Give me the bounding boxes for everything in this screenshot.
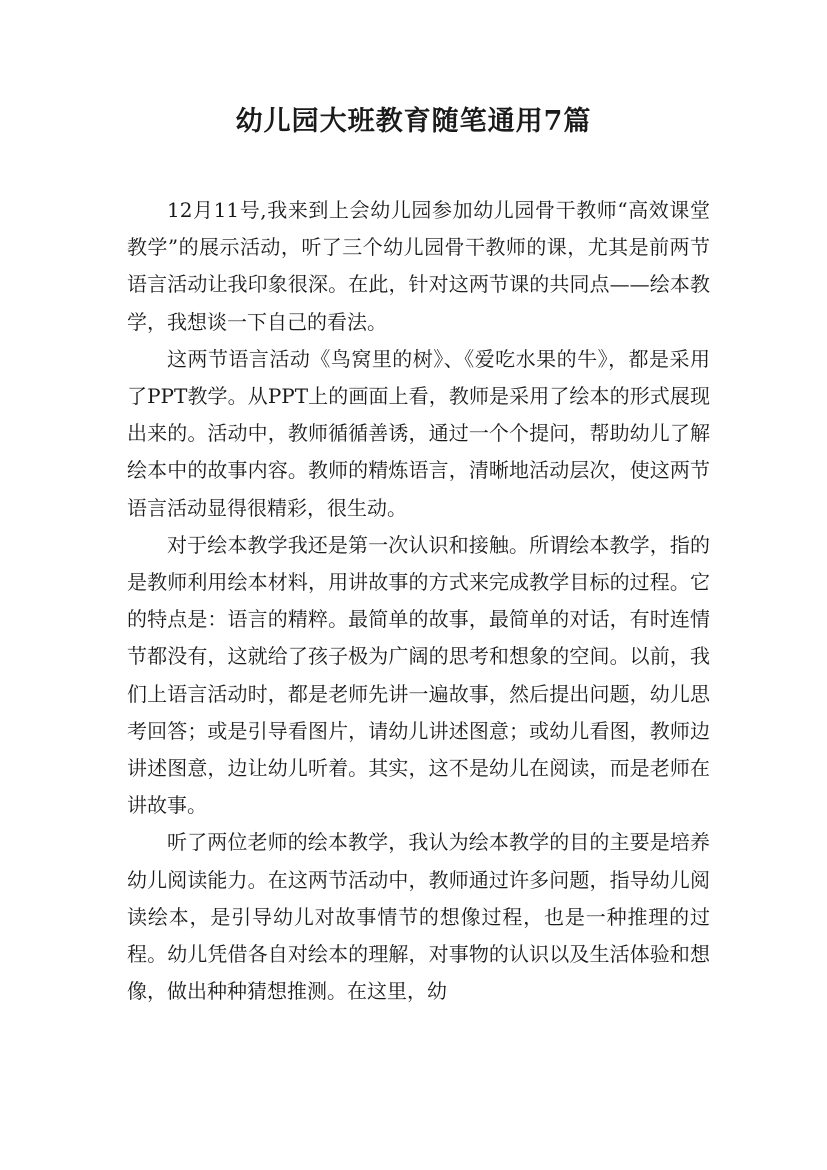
document-title: 幼儿园大班教育随笔通用7篇 (235, 106, 592, 137)
paragraph-3: 对于绘本教学我还是第一次认识和接触。所谓绘本教学，指的是教师利用绘本材料，用讲故事的方式来完成教学目标的过程。它的特点是：语言的精粹。最简单的故事，最简单的对话，有时连情节都没有，这就给了孩子极为广阔的思考和想象的空间。以前，我们上语言活动时，都是老师先讲一遍故事，然后提出问题，幼儿思考回答；或是引导看图片，请幼儿讲述图意；或幼儿看图，教师边讲述图意，边让幼儿听着。其实，这不是幼儿在阅读，而是老师在讲故事。 (127, 532, 710, 818)
paragraph-1: 12月11号,我来到上会幼儿园参加幼儿园骨干教师“高效课堂教学”的展示活动，听了三个幼儿园骨干教师的课，尤其是前两节语言活动让我印象很深。在此，针对这两节课的共同点——绘本教学，我想谈一下自己的看法。 (127, 198, 710, 334)
paragraph-4: 听了两位老师的绘本教学，我认为绘本教学的目的主要是培养幼儿阅读能力。在这两节活动中，教师通过许多问题，指导幼儿阅读绘本，是引导幼儿对故事情节的想像过程，也是一种推理的过程。幼儿凭借各自对绘本的理解，对事物的认识以及生活体验和想像，做出种种猜想推测。在这里，幼 (127, 830, 710, 1004)
document-body (127, 192, 710, 1010)
paragraph-2: 这两节语言活动《鸟窝里的树》、《爱吃水果的牛》，都是采用了PPT教学。从PPT上的画面上看，教师是采用了绘本的形式展现出来的。活动中，教师循循善诱，通过一个个提问，帮助幼儿了解绘本中的故事内容。教师的精炼语言，清晰地活动层次，使这两节语言活动显得很精彩，很生动。 (127, 346, 710, 520)
